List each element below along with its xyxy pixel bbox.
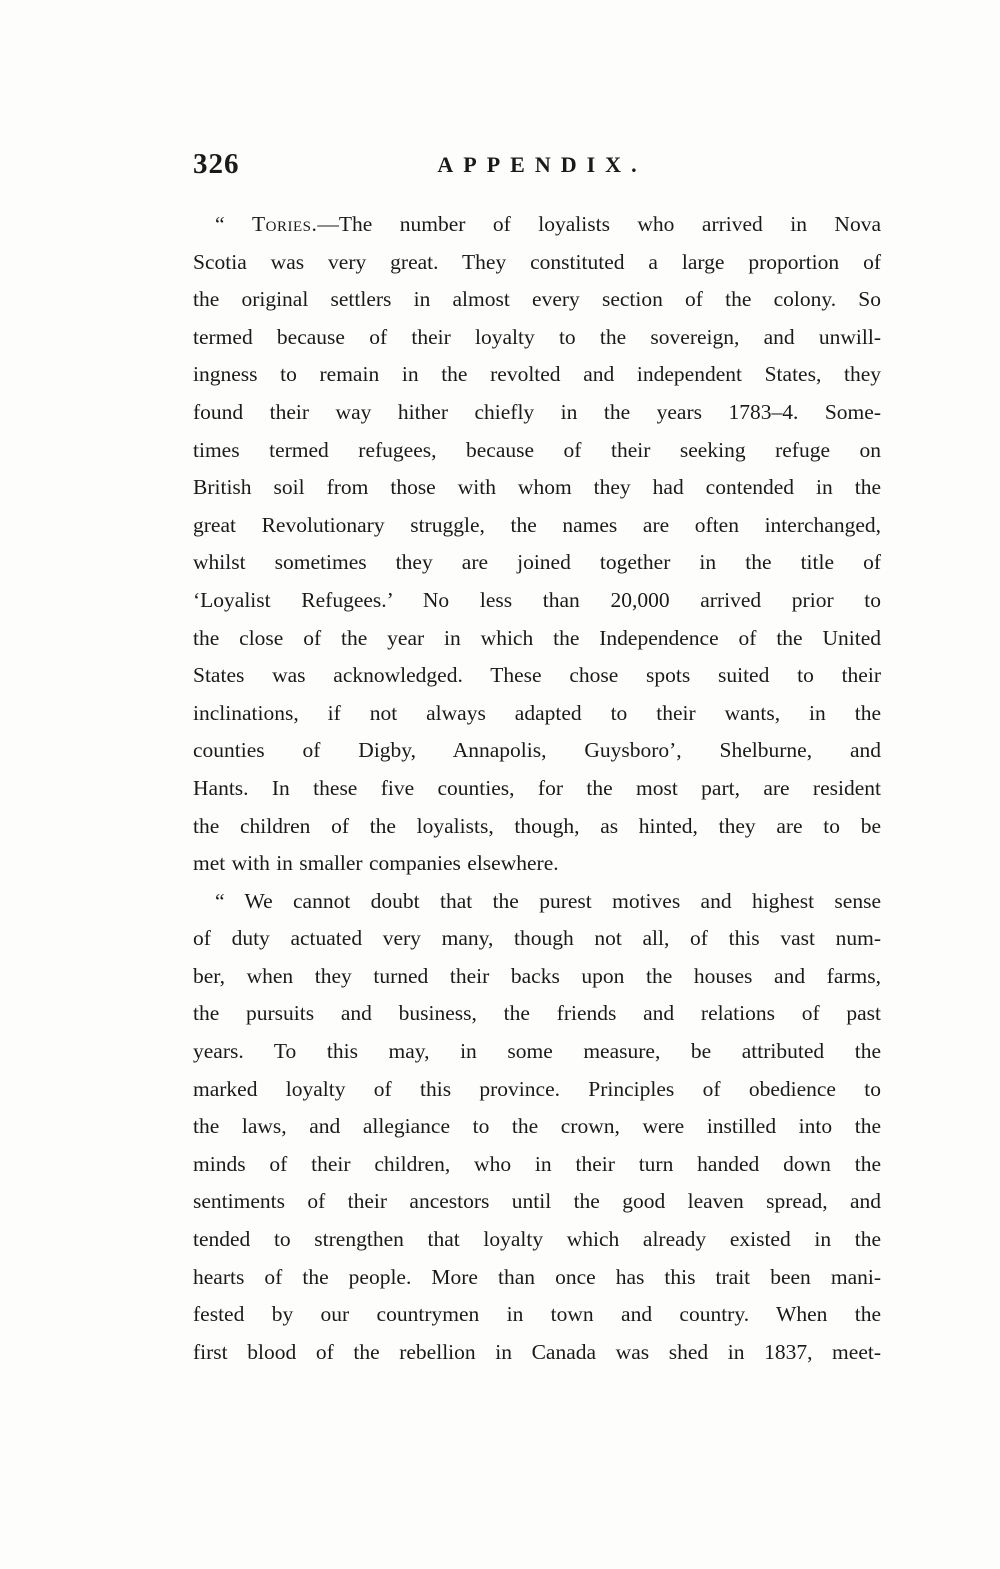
text-line: tended to strengthen that loyalty which already existed in the xyxy=(193,1227,881,1252)
text-line: hearts of the people. More than once has this trait been mani- xyxy=(193,1264,881,1289)
running-title: APPENDIX. xyxy=(437,152,647,177)
text-line: Scotia was very great. They constituted a large proportion of xyxy=(193,249,881,274)
page-number: 326 xyxy=(193,148,240,180)
opening-quote: “ xyxy=(215,212,253,236)
text-line xyxy=(193,206,881,244)
text-line: years. To this may, in some measure, be attributed the xyxy=(193,1039,881,1064)
text-line: ‘Loyalist Refugees.’ No less than 20,000 arrived prior to xyxy=(193,587,881,612)
text-line: whilst sometimes they are joined together in the title of xyxy=(193,550,881,575)
body-text xyxy=(193,206,881,1371)
text-line: “ We cannot doubt that the purest motives and highest sense xyxy=(215,888,881,913)
text-line: the children of the loyalists, though, as hinted, they are to be xyxy=(193,813,881,838)
text-line: of duty actuated very many, though not all, of this vast num- xyxy=(193,926,881,951)
text-line: termed because of their loyalty to the sovereign, and unwill- xyxy=(193,324,881,349)
text-line: the pursuits and business, the friends and relations of past xyxy=(193,1001,881,1026)
page-header xyxy=(193,148,881,190)
text-line: sentiments of their ancestors until the good leaven spread, and xyxy=(193,1189,881,1214)
text-line: British soil from those with whom they had contended in the xyxy=(193,475,881,500)
text-line: the laws, and allegiance to the crown, were instilled into the xyxy=(193,1114,881,1139)
text-line: minds of their children, who in their turn handed down the xyxy=(193,1151,881,1176)
text-line: States was acknowledged. These chose spots suited to their xyxy=(193,663,881,688)
lead-word-smallcaps: Tories. xyxy=(252,212,318,236)
text-line: great Revolutionary struggle, the names are often interchanged, xyxy=(193,512,881,537)
text-line: first blood of the rebellion in Canada was shed in 1837, meet- xyxy=(193,1339,881,1364)
text-line: Hants. In these five counties, for the most part, are resident xyxy=(193,775,881,800)
text-line: met with in smaller companies elsewhere. xyxy=(193,851,559,876)
text-line: fested by our countrymen in town and country. When the xyxy=(193,1302,881,1327)
text-line: marked loyalty of this province. Principles of obedience to xyxy=(193,1076,881,1101)
text-line: found their way hither chiefly in the years 1783–4. Some- xyxy=(193,399,881,424)
text-line: the close of the year in which the Independence of the United xyxy=(193,625,881,650)
text-line: counties of Digby, Annapolis, Guysboro’, Shelburne, and xyxy=(193,738,881,763)
text-line: ber, when they turned their backs upon the houses and farms, xyxy=(193,963,881,988)
text-line: inclinations, if not always adapted to their wants, in the xyxy=(193,700,881,725)
line-text: —The number of loyalists who arrived in Nova xyxy=(317,212,881,236)
text-line: the original settlers in almost every section of the colony. So xyxy=(193,287,881,312)
text-line: ingness to remain in the revolted and independent States, they xyxy=(193,362,881,387)
text-line: times termed refugees, because of their seeking refuge on xyxy=(193,437,881,462)
